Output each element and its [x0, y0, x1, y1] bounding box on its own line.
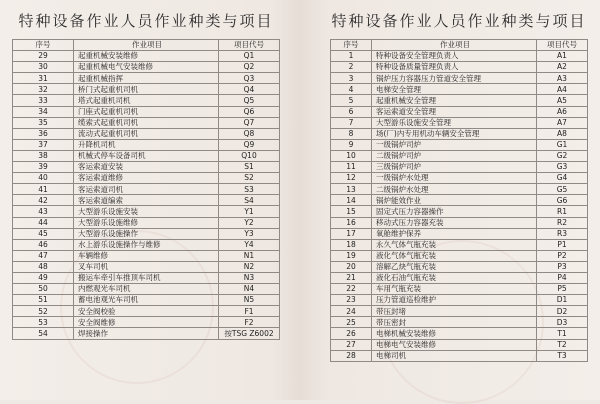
- right-page-title: 特种设备作业人员作业种类与项目: [331, 12, 587, 30]
- row-seq: 31: [13, 73, 74, 84]
- row-code: D3: [537, 317, 588, 328]
- row-item: 叉车司机: [74, 261, 219, 272]
- table-row: [13, 173, 280, 184]
- row-code: Q8: [219, 128, 280, 139]
- row-code: S1: [219, 162, 280, 173]
- row-item: 氧舱维护保养: [372, 228, 537, 239]
- row-code: Q6: [219, 106, 280, 117]
- row-item: 带压封堵: [372, 306, 537, 317]
- row-item: 起重机械安全管理: [372, 95, 537, 106]
- row-seq: 22: [331, 284, 372, 295]
- row-item: 安全阀校验: [74, 306, 219, 317]
- table-row: [331, 73, 588, 84]
- row-item: 桥门式起重机司机: [74, 84, 219, 95]
- row-code: A5: [537, 95, 588, 106]
- table-row: [331, 217, 588, 228]
- table-row: [13, 217, 280, 228]
- table-row: [331, 339, 588, 350]
- table-row: [13, 195, 280, 206]
- row-seq: 43: [13, 206, 74, 217]
- row-code: Y3: [219, 228, 280, 239]
- table-row: [331, 84, 588, 95]
- table-row: [13, 51, 280, 62]
- row-item: 大型游乐设施操作: [74, 228, 219, 239]
- left-table-body: [13, 51, 280, 339]
- table-row: [13, 73, 280, 84]
- row-code: Q3: [219, 73, 280, 84]
- row-code: T1: [537, 328, 588, 339]
- table-row: [13, 128, 280, 139]
- row-item: 大型游乐设施安装: [74, 206, 219, 217]
- table-row: [331, 162, 588, 173]
- row-item: 压力管道巡检维护: [372, 295, 537, 306]
- row-seq: 33: [13, 95, 74, 106]
- table-row: [13, 272, 280, 283]
- row-seq: 39: [13, 162, 74, 173]
- row-code: G2: [537, 150, 588, 161]
- row-seq: 35: [13, 117, 74, 128]
- row-seq: 32: [13, 84, 74, 95]
- table-row: [331, 51, 588, 62]
- table-row: [331, 350, 588, 361]
- table-row: [13, 206, 280, 217]
- row-item: 一级锅炉水处理: [372, 173, 537, 184]
- row-item: 锅炉能效作业: [372, 195, 537, 206]
- row-item: 缆索式起重机司机: [74, 117, 219, 128]
- row-item: 大型游乐设施维修: [74, 217, 219, 228]
- row-code: Q7: [219, 117, 280, 128]
- right-table-body: [331, 51, 588, 362]
- row-code: Q10: [219, 150, 280, 161]
- row-code: Q9: [219, 139, 280, 150]
- table-row: [331, 250, 588, 261]
- table-header-row: [331, 40, 588, 51]
- row-seq: 38: [13, 150, 74, 161]
- table-row: [331, 239, 588, 250]
- row-code: Q5: [219, 95, 280, 106]
- row-code: A3: [537, 73, 588, 84]
- table-row: [331, 261, 588, 272]
- row-seq: 36: [13, 128, 74, 139]
- table-row: [331, 150, 588, 161]
- row-item: 机械式停车设备司机: [74, 150, 219, 161]
- row-item: 门座式起重机司机: [74, 106, 219, 117]
- row-seq: 15: [331, 206, 372, 217]
- row-seq: 20: [331, 261, 372, 272]
- row-code: S3: [219, 184, 280, 195]
- table-row: [13, 117, 280, 128]
- row-code: D2: [537, 306, 588, 317]
- header-code: 项目代号: [537, 40, 588, 51]
- row-seq: 54: [13, 328, 74, 339]
- table-row: [13, 239, 280, 250]
- row-code: D1: [537, 295, 588, 306]
- row-seq: 4: [331, 84, 372, 95]
- right-items-table: [330, 39, 588, 362]
- row-seq: 2: [331, 62, 372, 73]
- left-page-title: 特种设备作业人员作业种类与项目: [18, 12, 274, 30]
- row-code: A8: [537, 128, 588, 139]
- table-row: [13, 162, 280, 173]
- row-seq: 47: [13, 250, 74, 261]
- table-row: [331, 62, 588, 73]
- row-item: 溶解乙炔气瓶充装: [372, 261, 537, 272]
- row-code: A4: [537, 84, 588, 95]
- row-code: N1: [219, 250, 280, 261]
- row-item: 电梯司机: [372, 350, 537, 361]
- row-code: Y1: [219, 206, 280, 217]
- table-row: [13, 95, 280, 106]
- row-item: 锅炉压力容器压力管道安全管理: [372, 73, 537, 84]
- row-item: 固定式压力容器操作: [372, 206, 537, 217]
- row-code: Q2: [219, 62, 280, 73]
- table-row: [331, 95, 588, 106]
- row-code: Y2: [219, 217, 280, 228]
- row-item: 电梯安全管理: [372, 84, 537, 95]
- row-seq: 10: [331, 150, 372, 161]
- table-row: [13, 306, 280, 317]
- row-code: F2: [219, 317, 280, 328]
- header-code: 项目代号: [219, 40, 280, 51]
- table-row: [331, 306, 588, 317]
- row-seq: 21: [331, 272, 372, 283]
- row-seq: 49: [13, 272, 74, 283]
- row-item: 液化气体气瓶充装: [372, 250, 537, 261]
- row-item: 二级锅炉水处理: [372, 184, 537, 195]
- row-item: 塔式起重机司机: [74, 95, 219, 106]
- row-code: T3: [537, 350, 588, 361]
- row-item: 安全阀维修: [74, 317, 219, 328]
- row-item: 带压密封: [372, 317, 537, 328]
- row-item: 起重机械电气安装维修: [74, 62, 219, 73]
- row-seq: 8: [331, 128, 372, 139]
- row-seq: 11: [331, 162, 372, 173]
- row-code: F1: [219, 306, 280, 317]
- table-row: [13, 184, 280, 195]
- row-item: 起重机械指挥: [74, 73, 219, 84]
- right-page: [330, 0, 588, 400]
- row-seq: 44: [13, 217, 74, 228]
- header-seq: 序号: [13, 40, 74, 51]
- row-seq: 23: [331, 295, 372, 306]
- row-item: 场(厂)内专用机动车辆安全管理: [372, 128, 537, 139]
- row-item: 移动式压力容器充装: [372, 217, 537, 228]
- table-row: [331, 295, 588, 306]
- table-row: [331, 317, 588, 328]
- row-seq: 1: [331, 51, 372, 62]
- table-row: [331, 139, 588, 150]
- row-item: 客运索道编索: [74, 195, 219, 206]
- table-row: [331, 195, 588, 206]
- row-item: 特种设备安全管理负责人: [372, 51, 537, 62]
- row-seq: 9: [331, 139, 372, 150]
- row-item: 蓄电池观光车司机: [74, 295, 219, 306]
- row-seq: 12: [331, 173, 372, 184]
- row-item: 起重机械安装维修: [74, 51, 219, 62]
- table-row: [13, 250, 280, 261]
- table-row: [331, 184, 588, 195]
- table-row: [331, 328, 588, 339]
- row-seq: 48: [13, 261, 74, 272]
- table-row: [13, 150, 280, 161]
- row-seq: 13: [331, 184, 372, 195]
- row-code: R3: [537, 228, 588, 239]
- row-seq: 46: [13, 239, 74, 250]
- table-row: [331, 284, 588, 295]
- row-item: 搬运车牵引车推顶车司机: [74, 272, 219, 283]
- row-code: P4: [537, 272, 588, 283]
- row-item: 大型游乐设施安全管理: [372, 117, 537, 128]
- row-item: 车用气瓶充装: [372, 284, 537, 295]
- row-code: N3: [219, 272, 280, 283]
- table-row: [13, 317, 280, 328]
- table-row: [13, 295, 280, 306]
- row-code: G3: [537, 162, 588, 173]
- row-code: Y4: [219, 239, 280, 250]
- row-code: A2: [537, 62, 588, 73]
- left-items-table: [12, 39, 280, 340]
- row-item: 电梯电气安装维修: [372, 339, 537, 350]
- row-item: 客运索道司机: [74, 184, 219, 195]
- row-seq: 27: [331, 339, 372, 350]
- row-item: 液化石油气瓶充装: [372, 272, 537, 283]
- row-seq: 52: [13, 306, 74, 317]
- row-seq: 37: [13, 139, 74, 150]
- row-code: P5: [537, 284, 588, 295]
- table-row: [331, 228, 588, 239]
- row-item: 客运索道安全管理: [372, 106, 537, 117]
- header-item: 作业项目: [372, 40, 537, 51]
- row-code: A1: [537, 51, 588, 62]
- row-seq: 50: [13, 284, 74, 295]
- table-row: [331, 272, 588, 283]
- row-seq: 6: [331, 106, 372, 117]
- row-item: 客运索道维修: [74, 173, 219, 184]
- table-row: [331, 106, 588, 117]
- row-seq: 14: [331, 195, 372, 206]
- row-seq: 40: [13, 173, 74, 184]
- row-seq: 25: [331, 317, 372, 328]
- row-item: 三级锅炉司炉: [372, 162, 537, 173]
- row-seq: 28: [331, 350, 372, 361]
- table-row: [13, 261, 280, 272]
- row-item: 水上游乐设施操作与维修: [74, 239, 219, 250]
- row-item: 永久气体气瓶充装: [372, 239, 537, 250]
- row-seq: 24: [331, 306, 372, 317]
- table-row: [13, 106, 280, 117]
- row-code: P2: [537, 250, 588, 261]
- row-seq: 18: [331, 239, 372, 250]
- row-code: G1: [537, 139, 588, 150]
- table-row: [13, 328, 280, 339]
- row-seq: 34: [13, 106, 74, 117]
- row-seq: 26: [331, 328, 372, 339]
- row-item: 电梯机械安装维修: [372, 328, 537, 339]
- row-seq: 7: [331, 117, 372, 128]
- header-item: 作业项目: [74, 40, 219, 51]
- row-code: G6: [537, 195, 588, 206]
- row-code: Q1: [219, 51, 280, 62]
- table-row: [13, 84, 280, 95]
- row-code: G4: [537, 173, 588, 184]
- row-seq: 17: [331, 228, 372, 239]
- table-row: [331, 206, 588, 217]
- table-row: [13, 284, 280, 295]
- row-code: T2: [537, 339, 588, 350]
- table-header-row: [13, 40, 280, 51]
- table-row: [331, 117, 588, 128]
- row-code: 按TSG Z6002: [219, 328, 280, 339]
- row-code: R1: [537, 206, 588, 217]
- row-item: 升降机司机: [74, 139, 219, 150]
- row-seq: 41: [13, 184, 74, 195]
- table-row: [13, 62, 280, 73]
- table-row: [13, 228, 280, 239]
- row-seq: 53: [13, 317, 74, 328]
- row-code: S4: [219, 195, 280, 206]
- row-code: N4: [219, 284, 280, 295]
- row-code: P3: [537, 261, 588, 272]
- row-seq: 19: [331, 250, 372, 261]
- table-row: [331, 173, 588, 184]
- table-row: [13, 139, 280, 150]
- row-item: 特种设备质量管理负责人: [372, 62, 537, 73]
- row-code: P1: [537, 239, 588, 250]
- row-item: 二级锅炉司炉: [372, 150, 537, 161]
- row-item: 焊接操作: [74, 328, 219, 339]
- row-item: 内燃观光车司机: [74, 284, 219, 295]
- left-page: [12, 0, 280, 400]
- row-code: G5: [537, 184, 588, 195]
- row-seq: 45: [13, 228, 74, 239]
- row-item: 流动式起重机司机: [74, 128, 219, 139]
- row-code: R2: [537, 217, 588, 228]
- row-seq: 51: [13, 295, 74, 306]
- row-code: N2: [219, 261, 280, 272]
- row-seq: 16: [331, 217, 372, 228]
- row-code: A6: [537, 106, 588, 117]
- row-code: A7: [537, 117, 588, 128]
- row-seq: 30: [13, 62, 74, 73]
- row-code: N5: [219, 295, 280, 306]
- row-item: 车辆维修: [74, 250, 219, 261]
- header-seq: 序号: [331, 40, 372, 51]
- row-item: 客运索道安装: [74, 162, 219, 173]
- row-item: 一级锅炉司炉: [372, 139, 537, 150]
- row-seq: 5: [331, 95, 372, 106]
- row-seq: 29: [13, 51, 74, 62]
- row-code: S2: [219, 173, 280, 184]
- row-seq: 42: [13, 195, 74, 206]
- row-seq: 3: [331, 73, 372, 84]
- table-row: [331, 128, 588, 139]
- row-code: Q4: [219, 84, 280, 95]
